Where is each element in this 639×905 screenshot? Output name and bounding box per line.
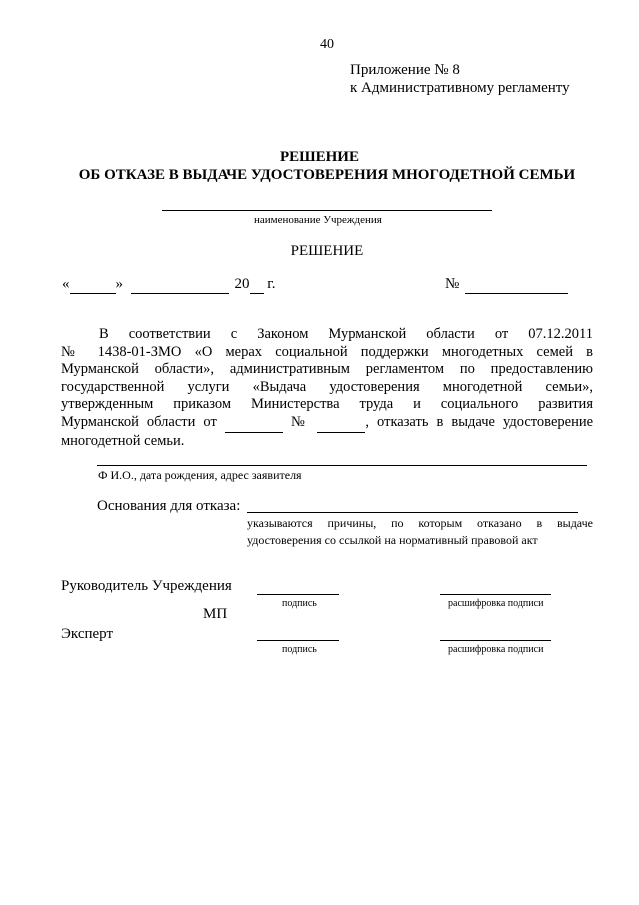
expert-signature-caption: подпись	[282, 644, 317, 655]
refusal-reasons-line	[247, 512, 578, 513]
page-number: 40	[320, 37, 334, 52]
body-line: Мурманской области», административным регламентом по предоставлению	[61, 361, 593, 378]
body-line: № 1438-01-ЗМО «О мерах социальной поддержки многодетных семей в	[61, 343, 593, 360]
stamp-placeholder: МП	[203, 606, 228, 622]
date-open-quote: «	[62, 276, 70, 292]
body-line-order	[61, 414, 593, 433]
month-blank	[131, 276, 229, 294]
institution-name-line	[162, 210, 492, 211]
decision-heading: РЕШЕНИЕ	[290, 243, 364, 259]
year-blank	[250, 276, 264, 294]
expert-signature-line	[257, 640, 339, 641]
head-signature-line	[257, 594, 339, 595]
year-prefix: 20	[234, 276, 250, 292]
applicant-caption: Ф И.О., дата рождения, адрес заявителя	[98, 468, 302, 482]
order-date-blank	[225, 414, 283, 433]
order-number-blank	[317, 414, 365, 433]
body-line: многодетной семьи.	[61, 432, 185, 449]
hint-line: указываются причины, по которым отказано в выдаче	[247, 516, 593, 530]
head-decoding-line	[440, 594, 551, 595]
expert-decoding-line	[440, 640, 551, 641]
head-signature-caption: подпись	[282, 598, 317, 609]
institution-caption: наименование Учреждения	[254, 214, 382, 226]
date-close-quote: »	[115, 276, 123, 292]
document-title: РЕШЕНИЕ	[280, 149, 359, 165]
number-row	[445, 276, 568, 294]
appendix-subtitle: к Административному регламенту	[350, 80, 570, 96]
refusal-reasons-hint	[247, 515, 593, 549]
body-line: утвержденным приказом Министерства труда и социального развития	[61, 396, 593, 413]
body-line: В соответствии с Законом Мурманской области от 07.12.2011	[99, 326, 593, 342]
decision-number-blank	[465, 276, 568, 294]
body-line: государственной услуги «Выдача удостоверения многодетной семьи»,	[61, 378, 593, 395]
decision-body	[61, 326, 593, 450]
expert-decoding-caption: расшифровка подписи	[448, 644, 544, 655]
order-from: Мурманской области от	[61, 413, 217, 430]
year-suffix: г.	[263, 276, 276, 292]
number-sign: №	[445, 276, 460, 292]
order-refusal: , отказать в выдаче удостоверение	[365, 413, 594, 430]
day-blank	[70, 276, 116, 294]
applicant-line	[97, 465, 587, 466]
hint-line: удостоверения со ссылкой на нормативный правовой акт	[247, 533, 538, 547]
document-subtitle: ОБ ОТКАЗЕ В ВЫДАЧЕ УДОСТОВЕРЕНИЯ МНОГОДЕТНОЙ СЕМЬИ	[78, 167, 576, 183]
head-decoding-caption: расшифровка подписи	[448, 598, 544, 609]
refusal-reasons-label: Основания для отказа:	[97, 498, 241, 514]
expert-signatory-label: Эксперт	[61, 626, 114, 642]
head-signatory-label: Руководитель Учреждения	[61, 578, 232, 594]
order-number-sign: №	[291, 413, 310, 430]
appendix-title: Приложение № 8	[350, 62, 460, 78]
date-row	[62, 276, 275, 294]
